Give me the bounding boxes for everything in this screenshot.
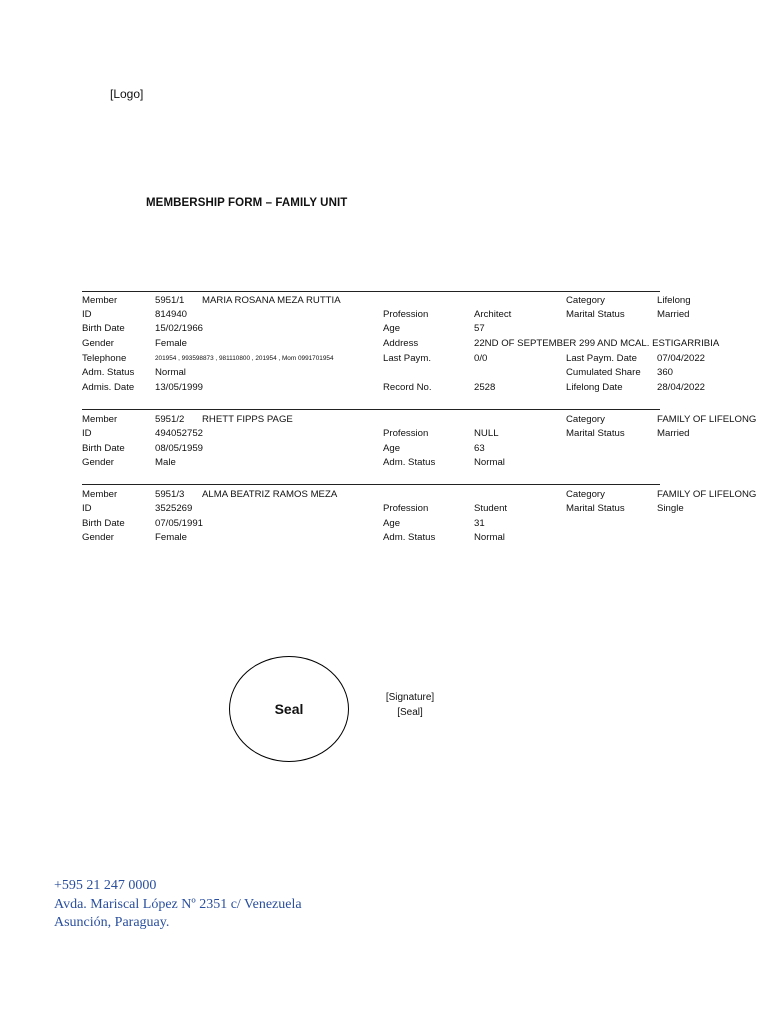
age-label: Age: [383, 518, 401, 529]
gender-label: Gender: [82, 457, 114, 468]
id-row: [0, 427, 768, 441]
member-name: RHETT FIPPS PAGE: [202, 414, 293, 425]
admission-date-value: 13/05/1999: [155, 382, 204, 393]
admission-date-label: Admis. Date: [82, 382, 135, 393]
member-row: [0, 413, 768, 427]
id-label: ID: [82, 503, 92, 514]
address-value: 22ND OF SEPTEMBER 299 AND MCAL. ESTIGARRIBIA: [474, 338, 720, 349]
marital-label: Marital Status: [566, 309, 625, 320]
marital-label: Marital Status: [566, 503, 625, 514]
record-value: 2528: [474, 382, 496, 393]
birth-row: [0, 517, 768, 531]
footer-contact: [54, 877, 302, 933]
age-value: 57: [474, 323, 485, 334]
member-code: 5951/2: [155, 414, 185, 425]
separator-line: [82, 484, 660, 485]
address-label: Address: [383, 338, 419, 349]
category-label: Category: [566, 489, 605, 500]
profession-value: Architect: [474, 309, 512, 320]
birth-value: 07/05/1991: [155, 518, 204, 529]
adm-status-value: Normal: [155, 367, 186, 378]
last-payment-label: Last Paym.: [383, 353, 431, 364]
gender-row: [0, 337, 768, 351]
gender-value: Male: [155, 457, 176, 468]
age-label: Age: [383, 323, 401, 334]
adm-status-label: Adm. Status: [82, 367, 135, 378]
age-value: 31: [474, 518, 485, 529]
signature-placeholder: [Signature]: [385, 692, 435, 703]
telephone-value: 201954 , 993598873 , 981110800 , 201954 , Mom 0991701954: [155, 355, 334, 362]
adm-status-label: Adm. Status: [383, 457, 436, 468]
admission-row: [0, 381, 768, 395]
category-value: FAMILY OF LIFELONG: [657, 489, 757, 500]
footer-city: Asunción, Paraguay.: [54, 915, 170, 930]
seal-label: Seal: [274, 701, 304, 717]
telephone-label: Telephone: [82, 353, 127, 364]
member-row: [0, 488, 768, 502]
member-name: MARIA ROSANA MEZA RUTTIA: [202, 295, 341, 306]
category-value: FAMILY OF LIFELONG: [657, 414, 757, 425]
seal-placeholder: [Seal]: [397, 707, 423, 718]
age-value: 63: [474, 443, 485, 454]
cumulated-share-value: 360: [657, 367, 674, 378]
gender-label: Gender: [82, 532, 114, 543]
birth-row: [0, 322, 768, 336]
birth-value: 15/02/1966: [155, 323, 204, 334]
gender-label: Gender: [82, 338, 114, 349]
category-label: Category: [566, 295, 605, 306]
member-label: Member: [82, 489, 118, 500]
birth-row: [0, 442, 768, 456]
id-label: ID: [82, 428, 92, 439]
birth-label: Birth Date: [82, 323, 125, 334]
adm-status-label: Adm. Status: [383, 532, 436, 543]
member-code: 5951/1: [155, 295, 185, 306]
member-name: ALMA BEATRIZ RAMOS MEZA: [202, 489, 338, 500]
id-value: 494052752: [155, 428, 204, 439]
id-label: ID: [82, 309, 92, 320]
logo-placeholder: [Logo]: [110, 87, 144, 101]
last-payment-date-value: 07/04/2022: [657, 353, 706, 364]
adm-status-value: Normal: [474, 457, 505, 468]
profession-label: Profession: [383, 503, 429, 514]
last-payment-value: 0/0: [474, 353, 488, 364]
member-code: 5951/3: [155, 489, 185, 500]
adm-status-row: [0, 366, 768, 380]
age-label: Age: [383, 443, 401, 454]
birth-label: Birth Date: [82, 518, 125, 529]
member-label: Member: [82, 414, 118, 425]
profession-value: NULL: [474, 428, 499, 439]
lifelong-date-label: Lifelong Date: [566, 382, 623, 393]
footer-phone: +595 21 247 0000: [54, 878, 157, 893]
adm-status-value: Normal: [474, 532, 505, 543]
gender-value: Female: [155, 338, 187, 349]
gender-row: [0, 531, 768, 545]
gender-value: Female: [155, 532, 187, 543]
marital-value: Single: [657, 503, 684, 514]
profession-label: Profession: [383, 428, 429, 439]
profession-label: Profession: [383, 309, 429, 320]
id-row: [0, 502, 768, 516]
form-title: MEMBERSHIP FORM – FAMILY UNIT: [146, 197, 348, 209]
gender-row: [0, 456, 768, 470]
lifelong-date-value: 28/04/2022: [657, 382, 706, 393]
signature-block: [370, 690, 450, 720]
separator-line: [82, 291, 660, 292]
member-label: Member: [82, 295, 118, 306]
marital-value: Married: [657, 309, 690, 320]
profession-value: Student: [474, 503, 508, 514]
category-label: Category: [566, 414, 605, 425]
footer-address: Avda. Mariscal López Nº 2351 c/ Venezuela: [54, 896, 302, 912]
member-row: [0, 294, 768, 308]
marital-value: Married: [657, 428, 690, 439]
birth-label: Birth Date: [82, 443, 125, 454]
telephone-row: [0, 352, 768, 366]
id-row: [0, 308, 768, 322]
separator-line: [82, 409, 660, 410]
id-value: 3525269: [155, 503, 193, 514]
id-value: 814940: [155, 309, 188, 320]
birth-value: 08/05/1959: [155, 443, 204, 454]
last-payment-date-label: Last Paym. Date: [566, 353, 637, 364]
category-value: Lifelong: [657, 295, 691, 306]
marital-label: Marital Status: [566, 428, 625, 439]
cumulated-share-label: Cumulated Share: [566, 367, 641, 378]
record-label: Record No.: [383, 382, 432, 393]
